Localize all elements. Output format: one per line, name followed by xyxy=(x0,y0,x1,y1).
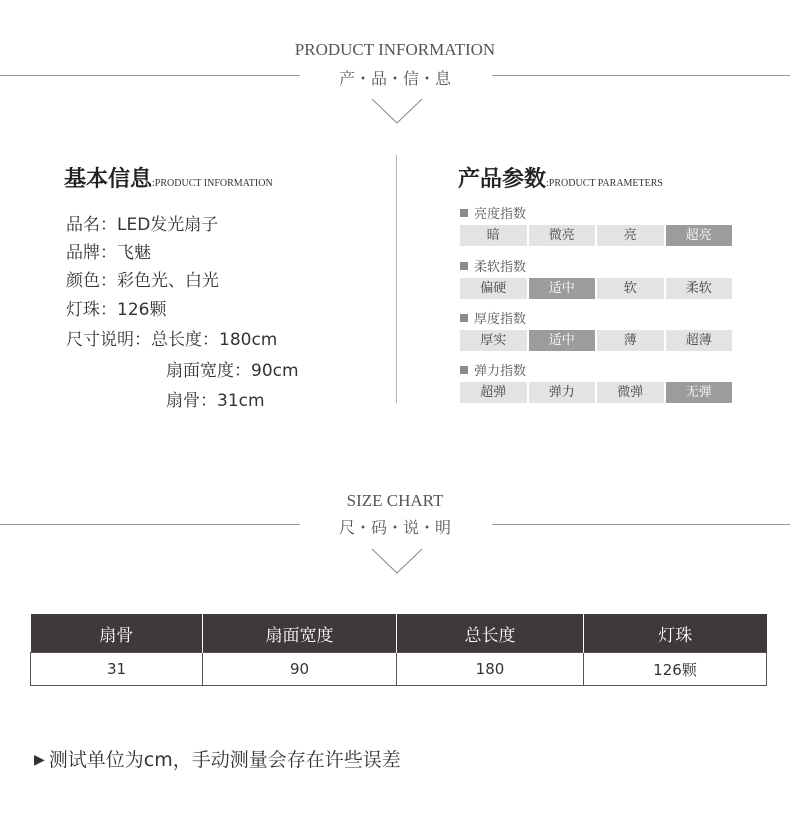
parameters-heading-cn: 产品参数 xyxy=(458,167,547,192)
header-beads: 灯珠 xyxy=(584,614,767,653)
param-option: 偏硬 xyxy=(460,278,527,299)
header-total-length: 总长度 xyxy=(397,614,584,653)
param-option-selected: 无弹 xyxy=(666,382,733,403)
note-text: 测试单位为cm，手动测量会存在许些误差 xyxy=(48,749,401,771)
parameters-heading xyxy=(458,162,663,193)
size-chart-title: SIZE CHART xyxy=(346,491,444,510)
param-option: 微弹 xyxy=(597,382,664,403)
param-option: 超弹 xyxy=(460,382,527,403)
brand-line: 品牌：飞魅 xyxy=(66,243,151,263)
param-label-text: 柔软指数 xyxy=(474,260,527,275)
fan-width-line: 扇面宽度：90cm xyxy=(166,361,299,381)
param-option: 弹力 xyxy=(529,382,596,403)
param-option: 亮 xyxy=(597,225,664,246)
param-option-selected: 适中 xyxy=(529,330,596,351)
measurement-note xyxy=(34,745,401,772)
product-info-subtitle: 产・品・信・息 xyxy=(338,69,451,88)
parameters-heading-en: :PRODUCT PARAMETERS xyxy=(546,178,663,189)
chevron-down-icon xyxy=(371,548,423,574)
thickness-scale xyxy=(460,330,732,351)
param-label-text: 亮度指数 xyxy=(474,207,527,222)
softness-label xyxy=(460,256,526,275)
elasticity-label xyxy=(460,360,526,379)
brightness-label xyxy=(460,203,526,222)
basic-info-heading xyxy=(64,162,273,193)
cell-beads: 126颗 xyxy=(584,653,767,686)
square-bullet-icon xyxy=(460,209,468,217)
basic-info-heading-cn: 基本信息 xyxy=(64,167,153,192)
thickness-label xyxy=(460,308,526,327)
column-divider xyxy=(396,155,397,403)
beads-line: 灯珠：126颗 xyxy=(66,300,167,320)
elasticity-scale xyxy=(460,382,732,403)
square-bullet-icon xyxy=(460,262,468,270)
play-triangle-icon: ▶ xyxy=(34,752,45,768)
cell-total-length: 180 xyxy=(397,653,584,686)
header-fan-width: 扇面宽度 xyxy=(203,614,397,653)
square-bullet-icon xyxy=(460,314,468,322)
fan-bone-line: 扇骨：31cm xyxy=(166,391,265,411)
header-fan-bone: 扇骨 xyxy=(31,614,203,653)
table-row xyxy=(31,653,767,686)
param-label-text: 弹力指数 xyxy=(474,364,527,379)
product-info-title: PRODUCT INFORMATION xyxy=(294,40,496,59)
param-option: 厚实 xyxy=(460,330,527,351)
param-option-selected: 超亮 xyxy=(666,225,733,246)
param-option: 柔软 xyxy=(666,278,733,299)
param-option: 超薄 xyxy=(666,330,733,351)
param-option: 暗 xyxy=(460,225,527,246)
param-option: 软 xyxy=(597,278,664,299)
basic-info-heading-en: :PRODUCT INFORMATION xyxy=(152,178,273,189)
size-chart-subtitle: 尺・码・说・明 xyxy=(338,518,451,537)
product-name-line: 品名：LED发光扇子 xyxy=(66,215,219,235)
square-bullet-icon xyxy=(460,366,468,374)
param-option: 微亮 xyxy=(529,225,596,246)
color-line: 颜色：彩色光、白光 xyxy=(66,271,219,291)
param-option-selected: 适中 xyxy=(529,278,596,299)
cell-fan-width: 90 xyxy=(203,653,397,686)
softness-scale xyxy=(460,278,732,299)
size-desc-line: 尺寸说明：总长度：180cm xyxy=(66,330,278,350)
size-table xyxy=(30,614,767,686)
param-option: 薄 xyxy=(597,330,664,351)
brightness-scale xyxy=(460,225,732,246)
chevron-down-icon xyxy=(371,98,423,124)
cell-fan-bone: 31 xyxy=(31,653,203,686)
param-label-text: 厚度指数 xyxy=(474,312,527,327)
table-header-row xyxy=(31,614,767,653)
